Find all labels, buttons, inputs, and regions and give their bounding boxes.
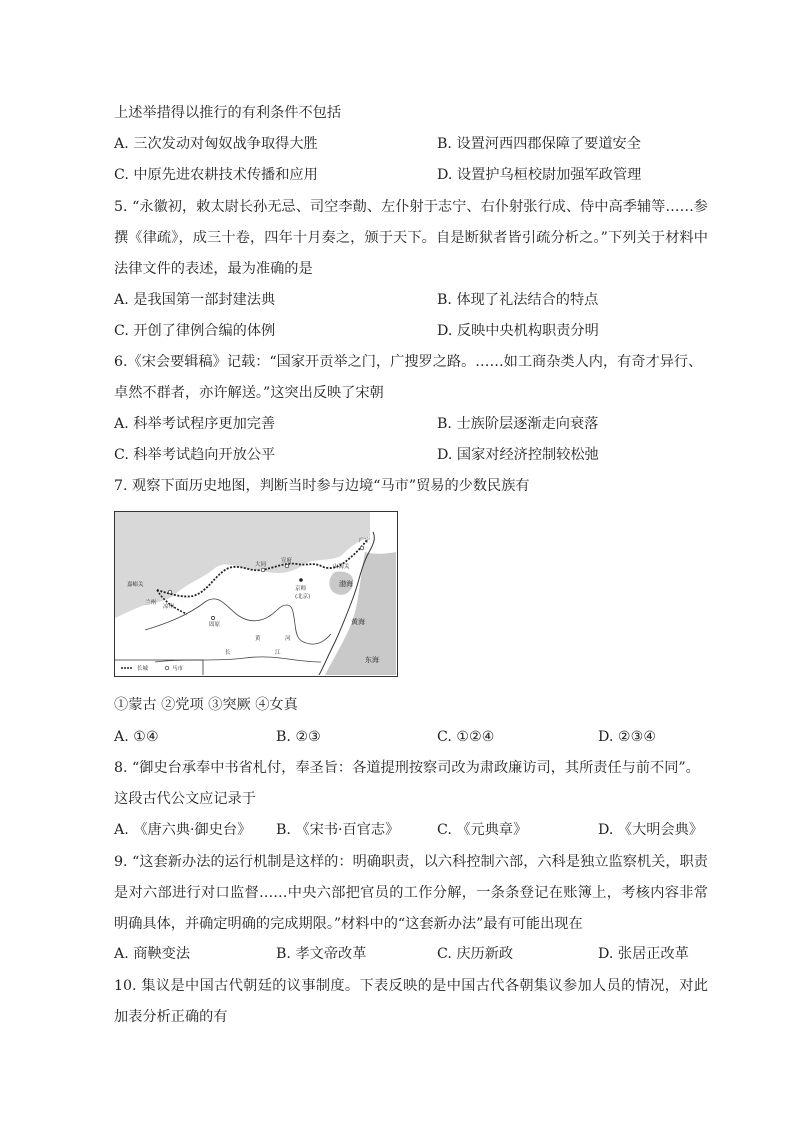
q4-stem-tail: 上述举措得以推行的有利条件不包括 [114, 105, 342, 121]
map-label-guangning: 广宁 [359, 538, 371, 544]
q9-stem: 9. “这套新办法的运行机制是这样的：明确职责，以六科控制六部，六科是独立监察机关，职责是对六部进行对口监督……中央六部把官员的工作分解，一条条登记在账簿上，考核内容非常明确具体，并确定明确的完成期限。”材料中的“这套新办法”最有可能出现在 [114, 854, 708, 932]
q7-option-a: A. ①④ [114, 729, 159, 745]
historical-map [114, 511, 398, 677]
q7-stem: 7. 观察下面历史地图，判断当时参与边境“马市”贸易的少数民族有 [114, 478, 530, 494]
q8-option-c: C. 《元典章》 [437, 822, 528, 838]
q5-option-d: D. 反映中央机构职责分明 [437, 323, 599, 339]
q9-option-b: B. 孝文帝改革 [276, 946, 367, 962]
q6-option-b: B. 士族阶层逐渐走向衰落 [437, 416, 599, 432]
q6-option-d: D. 国家对经济控制较松弛 [437, 447, 599, 463]
map-label-huanghai: 黄海 [351, 618, 365, 626]
market-marker [168, 590, 172, 594]
q4-option-c: C. 中原先进农耕技术传播和应用 [114, 167, 318, 183]
map-label-liangzhou: 凉州 [163, 604, 175, 610]
yangtze-river [155, 657, 321, 662]
q8-option-a: A. 《唐六典·御史台》 [114, 822, 252, 838]
q8-option-b: B. 《宋书·百官志》 [276, 822, 400, 838]
q7-choices: ①蒙古 ②党项 ③突厥 ④女真 [114, 697, 298, 713]
q9-option-c: C. 庆历新政 [437, 946, 514, 962]
historical-map-svg [115, 512, 396, 675]
map-label-jiayuguan: 嘉峪关 [127, 582, 144, 588]
map-label-bohai: 渤海 [339, 580, 353, 588]
map-label-river-2: 河 [285, 636, 291, 642]
map-label-guyuan: 固原 [209, 622, 221, 628]
q9-option-d: D. 张居正改革 [598, 946, 689, 962]
q5-option-b: B. 体现了礼法结合的特点 [437, 292, 599, 308]
map-label-datong: 大同 [255, 562, 267, 568]
legend-market-symbol [165, 666, 169, 670]
q9-option-a: A. 商鞅变法 [114, 946, 191, 962]
q7-option-c: C. ①②④ [437, 729, 495, 745]
q8-stem-line-2: 这段古代公文应记录于 [114, 791, 256, 807]
market-marker [261, 568, 265, 572]
q4-option-d: D. 设置护乌桓校尉加强军政管理 [437, 167, 642, 183]
map-label-river-4: 江 [275, 650, 281, 656]
q7-option-b: B. ②③ [276, 729, 321, 745]
q4-option-b: B. 设置河西四郡保障了要道安全 [437, 136, 641, 152]
q7-option-d: D. ②③④ [598, 729, 657, 745]
q8-option-d: D. 《大明会典》 [598, 822, 704, 838]
map-label-river-3: 长 [225, 650, 231, 656]
map-label-river-1: 黄 [255, 636, 261, 642]
q8-stem-line-1: 8. “御史台承奉中书省札付，奉圣旨：各道提刑按察司改为肃政廉访司，其所责任与前不同”。 [114, 760, 700, 776]
q5-stem: 5. “永徽初，敕太尉长孙无忌、司空李勣、左仆射于志宁、右仆射张行成、侍中高季辅等……参撰《律疏》，成三十卷，四年十月奏之，颁于天下。自是断狱者皆引疏分析之。”下列关于材料中法律文件的表述，最为准确的是 [114, 199, 708, 277]
q4-option-a: A. 三次发动对匈奴战争取得大胜 [114, 136, 318, 152]
market-marker [360, 546, 364, 550]
q5-option-c: C. 开创了律例合编的体例 [114, 323, 276, 339]
q10-stem: 10. 集议是中国古代朝廷的议事制度。下表反映的是中国古代各朝集议参加人员的情况，对此加表分析正确的有 [114, 978, 708, 1025]
legend-market-label: 马市 [172, 666, 184, 672]
q5-option-a: A. 是我国第一部封建法典 [114, 292, 276, 308]
map-label-shanhaiguan: 山海关 [333, 564, 350, 570]
map-label-donghai: 东海 [365, 656, 379, 664]
q6-option-c: C. 科举考试趋向开放公平 [114, 447, 276, 463]
capital-marker [299, 578, 303, 582]
city-marker [211, 616, 214, 619]
legend-wall-label: 长城 [137, 666, 149, 672]
east-sea [325, 552, 396, 675]
map-label-jingshi: 京师 [295, 586, 307, 592]
map-label-lanzhou: 兰州 [145, 600, 157, 606]
q6-stem-line-2: 卓然不群者，亦许解送。”这突出反映了宋朝 [114, 385, 384, 401]
q6-stem-line-1: 6.《宋会要辑稿》记载：“国家开贡举之门，广搜罗之路。……如工商杂类人内，有奇才异行、 [114, 354, 703, 370]
market-marker [285, 564, 289, 568]
q6-option-a: A. 科举考试程序更加完善 [114, 416, 276, 432]
map-label-xuanfu: 宣府 [281, 558, 293, 564]
map-label-beijing: (北京) [295, 594, 311, 600]
